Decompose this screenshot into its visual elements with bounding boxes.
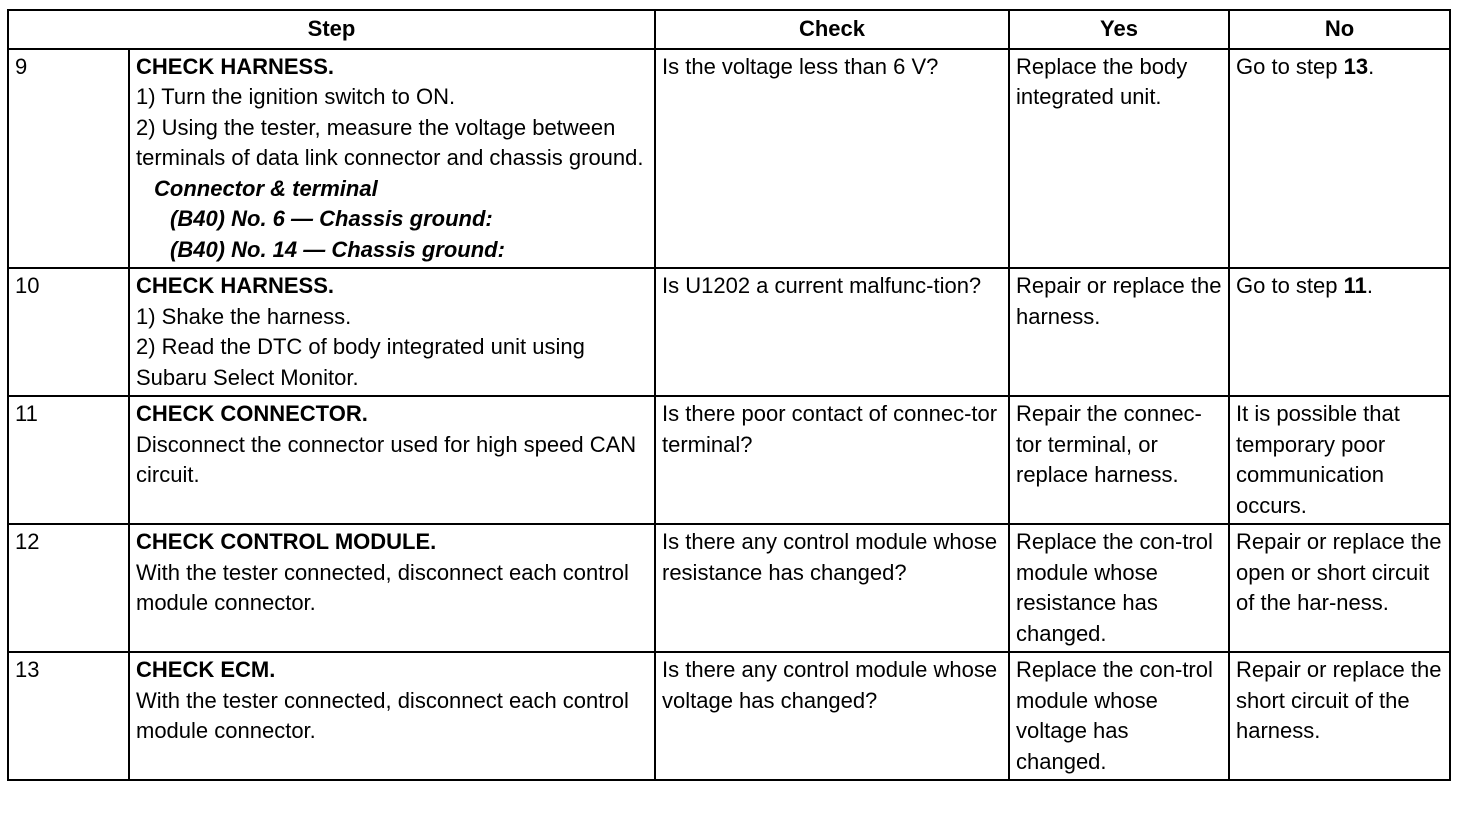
step-number: 10 [8,268,129,396]
check-cell: Is there any control module whose voltage has changed? [655,652,1009,780]
no-text: Go to step [1236,53,1344,79]
table-row [8,652,1450,780]
step-description [129,49,655,269]
yes-column-header: Yes [1009,10,1229,49]
step-instruction: With the tester connected, disconnect each control module connector. [136,687,629,743]
table-header-row [8,10,1450,49]
yes-cell: Replace the con-trol module whose voltage has changed. [1009,652,1229,780]
no-cell: Repair or replace the short circuit of the harness. [1229,652,1450,780]
table-row [8,268,1450,396]
step-description [129,524,655,652]
check-column-header: Check [655,10,1009,49]
yes-cell: Replace the body integrated unit. [1009,49,1229,269]
step-instruction: 2) Read the DTC of body integrated unit using Subaru Select Monitor. [136,334,585,390]
step-title: CHECK CONTROL MODULE. [136,529,437,554]
step-description [129,268,655,396]
step-instruction: Disconnect the connector used for high speed CAN circuit. [136,431,637,487]
no-column-header: No [1229,10,1450,49]
yes-cell: Repair or replace the harness. [1009,268,1229,396]
no-cell: It is possible that temporary poor communication occurs. [1229,396,1450,524]
no-cell: Repair or replace the open or short circuit of the har-ness. [1229,524,1450,652]
connector-terminal-heading: Connector & terminal [154,175,378,201]
yes-cell: Repair the connec-tor terminal, or replace harness. [1009,396,1229,524]
step-instruction: 2) Using the tester, measure the voltage between terminals of data link connector and chassis ground. [136,114,644,170]
step-description [129,652,655,780]
no-suffix: . [1366,273,1374,298]
table-row [8,524,1450,652]
table-row [8,49,1450,269]
step-number: 12 [8,524,129,652]
check-cell: Is U1202 a current malfunc-tion? [655,268,1009,396]
connector-terminal-spec: (B40) No. 14 — Chassis ground: [170,236,505,262]
diagnostic-table [7,9,1451,781]
step-description [129,396,655,524]
check-cell: Is there any control module whose resistance has changed? [655,524,1009,652]
table-row [8,396,1450,524]
no-text: Go to step [1236,273,1344,298]
check-cell: Is the voltage less than 6 V? [655,49,1009,269]
go-to-step-number: 13 [1343,53,1369,79]
step-column-header: Step [8,10,655,49]
step-number: 11 [8,396,129,524]
diagnostic-procedure-page [7,9,1451,781]
step-title: CHECK CONNECTOR. [136,401,368,426]
no-cell [1229,268,1450,396]
yes-cell: Replace the con-trol module whose resistance has changed. [1009,524,1229,652]
connector-terminal-spec: (B40) No. 6 — Chassis ground: [170,206,493,231]
step-instruction: 1) Shake the harness. [136,303,352,329]
step-title: CHECK HARNESS. [136,53,335,79]
step-title: CHECK ECM. [136,657,276,682]
step-instruction: 1) Turn the ignition switch to ON. [136,84,456,109]
step-number: 9 [8,49,129,269]
step-instruction: With the tester connected, disconnect each control module connector. [136,559,629,615]
go-to-step-number: 11 [1343,273,1367,298]
step-title: CHECK HARNESS. [136,273,335,298]
no-suffix: . [1368,53,1375,79]
check-cell: Is there poor contact of connec-tor terminal? [655,396,1009,524]
step-number: 13 [8,652,129,780]
no-cell [1229,49,1450,269]
